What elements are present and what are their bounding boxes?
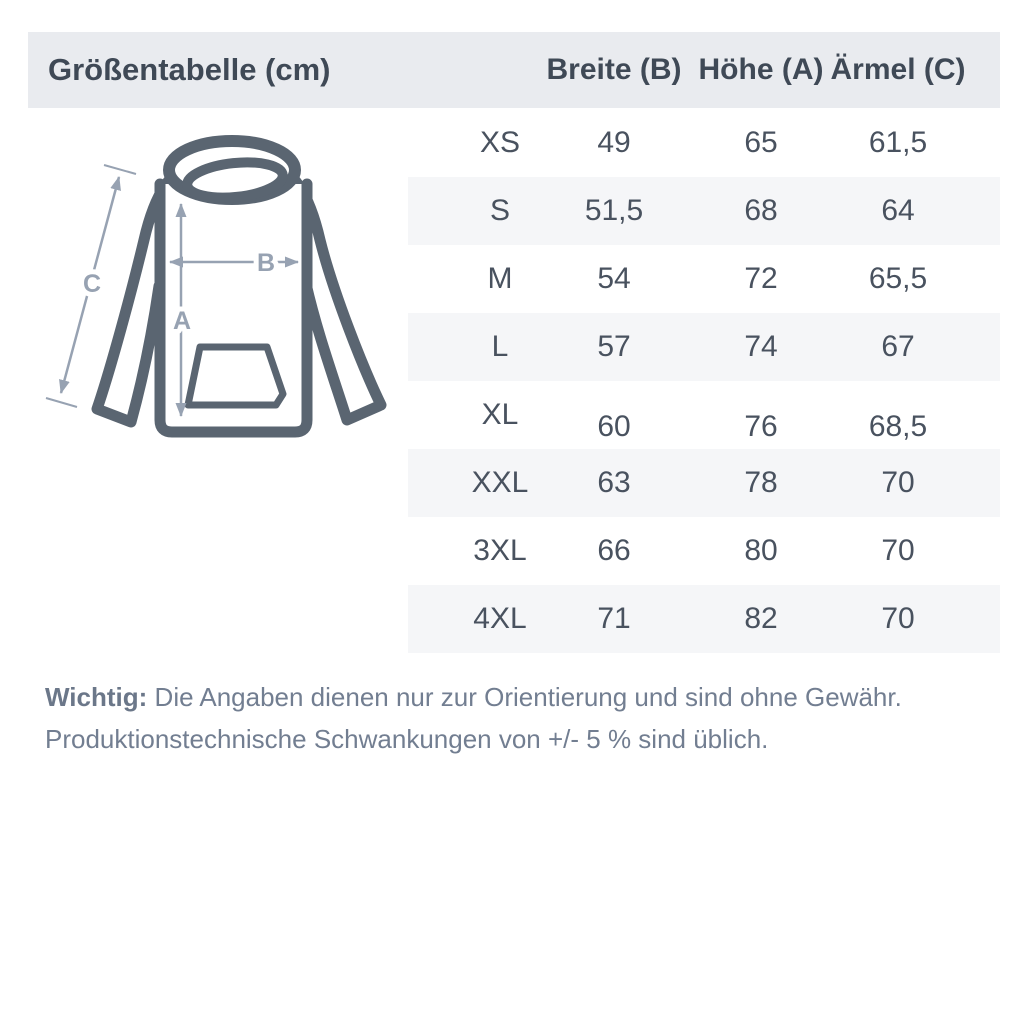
table-row (408, 313, 1000, 381)
measure-value: 57 (597, 330, 631, 363)
hoodie-measurement-diagram (45, 128, 395, 458)
sleeve-tick-top (104, 165, 136, 174)
label-b: B (256, 249, 276, 277)
table-row (408, 245, 1000, 313)
column-header-hoehe: Höhe (A) (698, 53, 824, 86)
size-label: M (487, 262, 513, 295)
measure-value: 65 (744, 126, 778, 159)
size-label: XXL (471, 466, 529, 499)
sleeve-tick-bottom (46, 398, 77, 407)
measure-value: 67 (881, 330, 915, 363)
measure-value: 80 (744, 534, 778, 567)
measure-value: 64 (881, 194, 915, 227)
size-label: 4XL (473, 602, 527, 635)
label-a: A (172, 307, 192, 335)
size-label: L (491, 330, 509, 363)
measure-value: 60 (597, 410, 631, 443)
measure-value: 49 (597, 126, 631, 159)
measure-value: 68 (744, 194, 778, 227)
measure-value: 74 (744, 330, 778, 363)
column-header-aermel: Ärmel (C) (830, 53, 966, 86)
measure-value: 63 (597, 466, 631, 499)
table-row (408, 449, 1000, 517)
table-row (408, 109, 1000, 177)
measure-value: 70 (881, 466, 915, 499)
table-row (408, 517, 1000, 585)
disclaimer-line1: Die Angaben dienen nur zur Orientierung und sind ohne Gewähr. (154, 682, 902, 712)
hoodie-outline (97, 141, 381, 432)
pocket (188, 347, 283, 405)
measure-value: 54 (597, 262, 631, 295)
table-row (408, 585, 1000, 653)
table-row (408, 381, 1000, 449)
table-header (28, 32, 1000, 108)
measure-value: 66 (597, 534, 631, 567)
measure-value: 70 (881, 602, 915, 635)
disclaimer-line2: Produktionstechnische Schwankungen von +/- 5 % sind üblich. (45, 724, 769, 754)
measure-value: 61,5 (868, 126, 928, 159)
measure-value: 76 (744, 410, 778, 443)
measure-value: 72 (744, 262, 778, 295)
size-label: 3XL (473, 534, 527, 567)
measure-value: 70 (881, 534, 915, 567)
measure-value: 71 (597, 602, 631, 635)
column-headers (408, 32, 1000, 108)
column-header-breite: Breite (B) (546, 53, 682, 86)
measure-value: 78 (744, 466, 778, 499)
size-table-body (408, 109, 1000, 653)
disclaimer-label: Wichtig: (45, 682, 148, 712)
measure-value: 65,5 (868, 262, 928, 295)
disclaimer-note (45, 676, 985, 760)
measure-value: 68,5 (868, 410, 928, 443)
size-label: XS (479, 126, 521, 159)
measure-value: 82 (744, 602, 778, 635)
size-label: S (489, 194, 510, 227)
size-label: XL (481, 398, 519, 431)
measure-value: 51,5 (584, 194, 644, 227)
label-c: C (82, 270, 102, 298)
hoodie-illustration (45, 128, 395, 458)
table-row (408, 177, 1000, 245)
page-title: Größentabelle (cm) (48, 52, 331, 87)
